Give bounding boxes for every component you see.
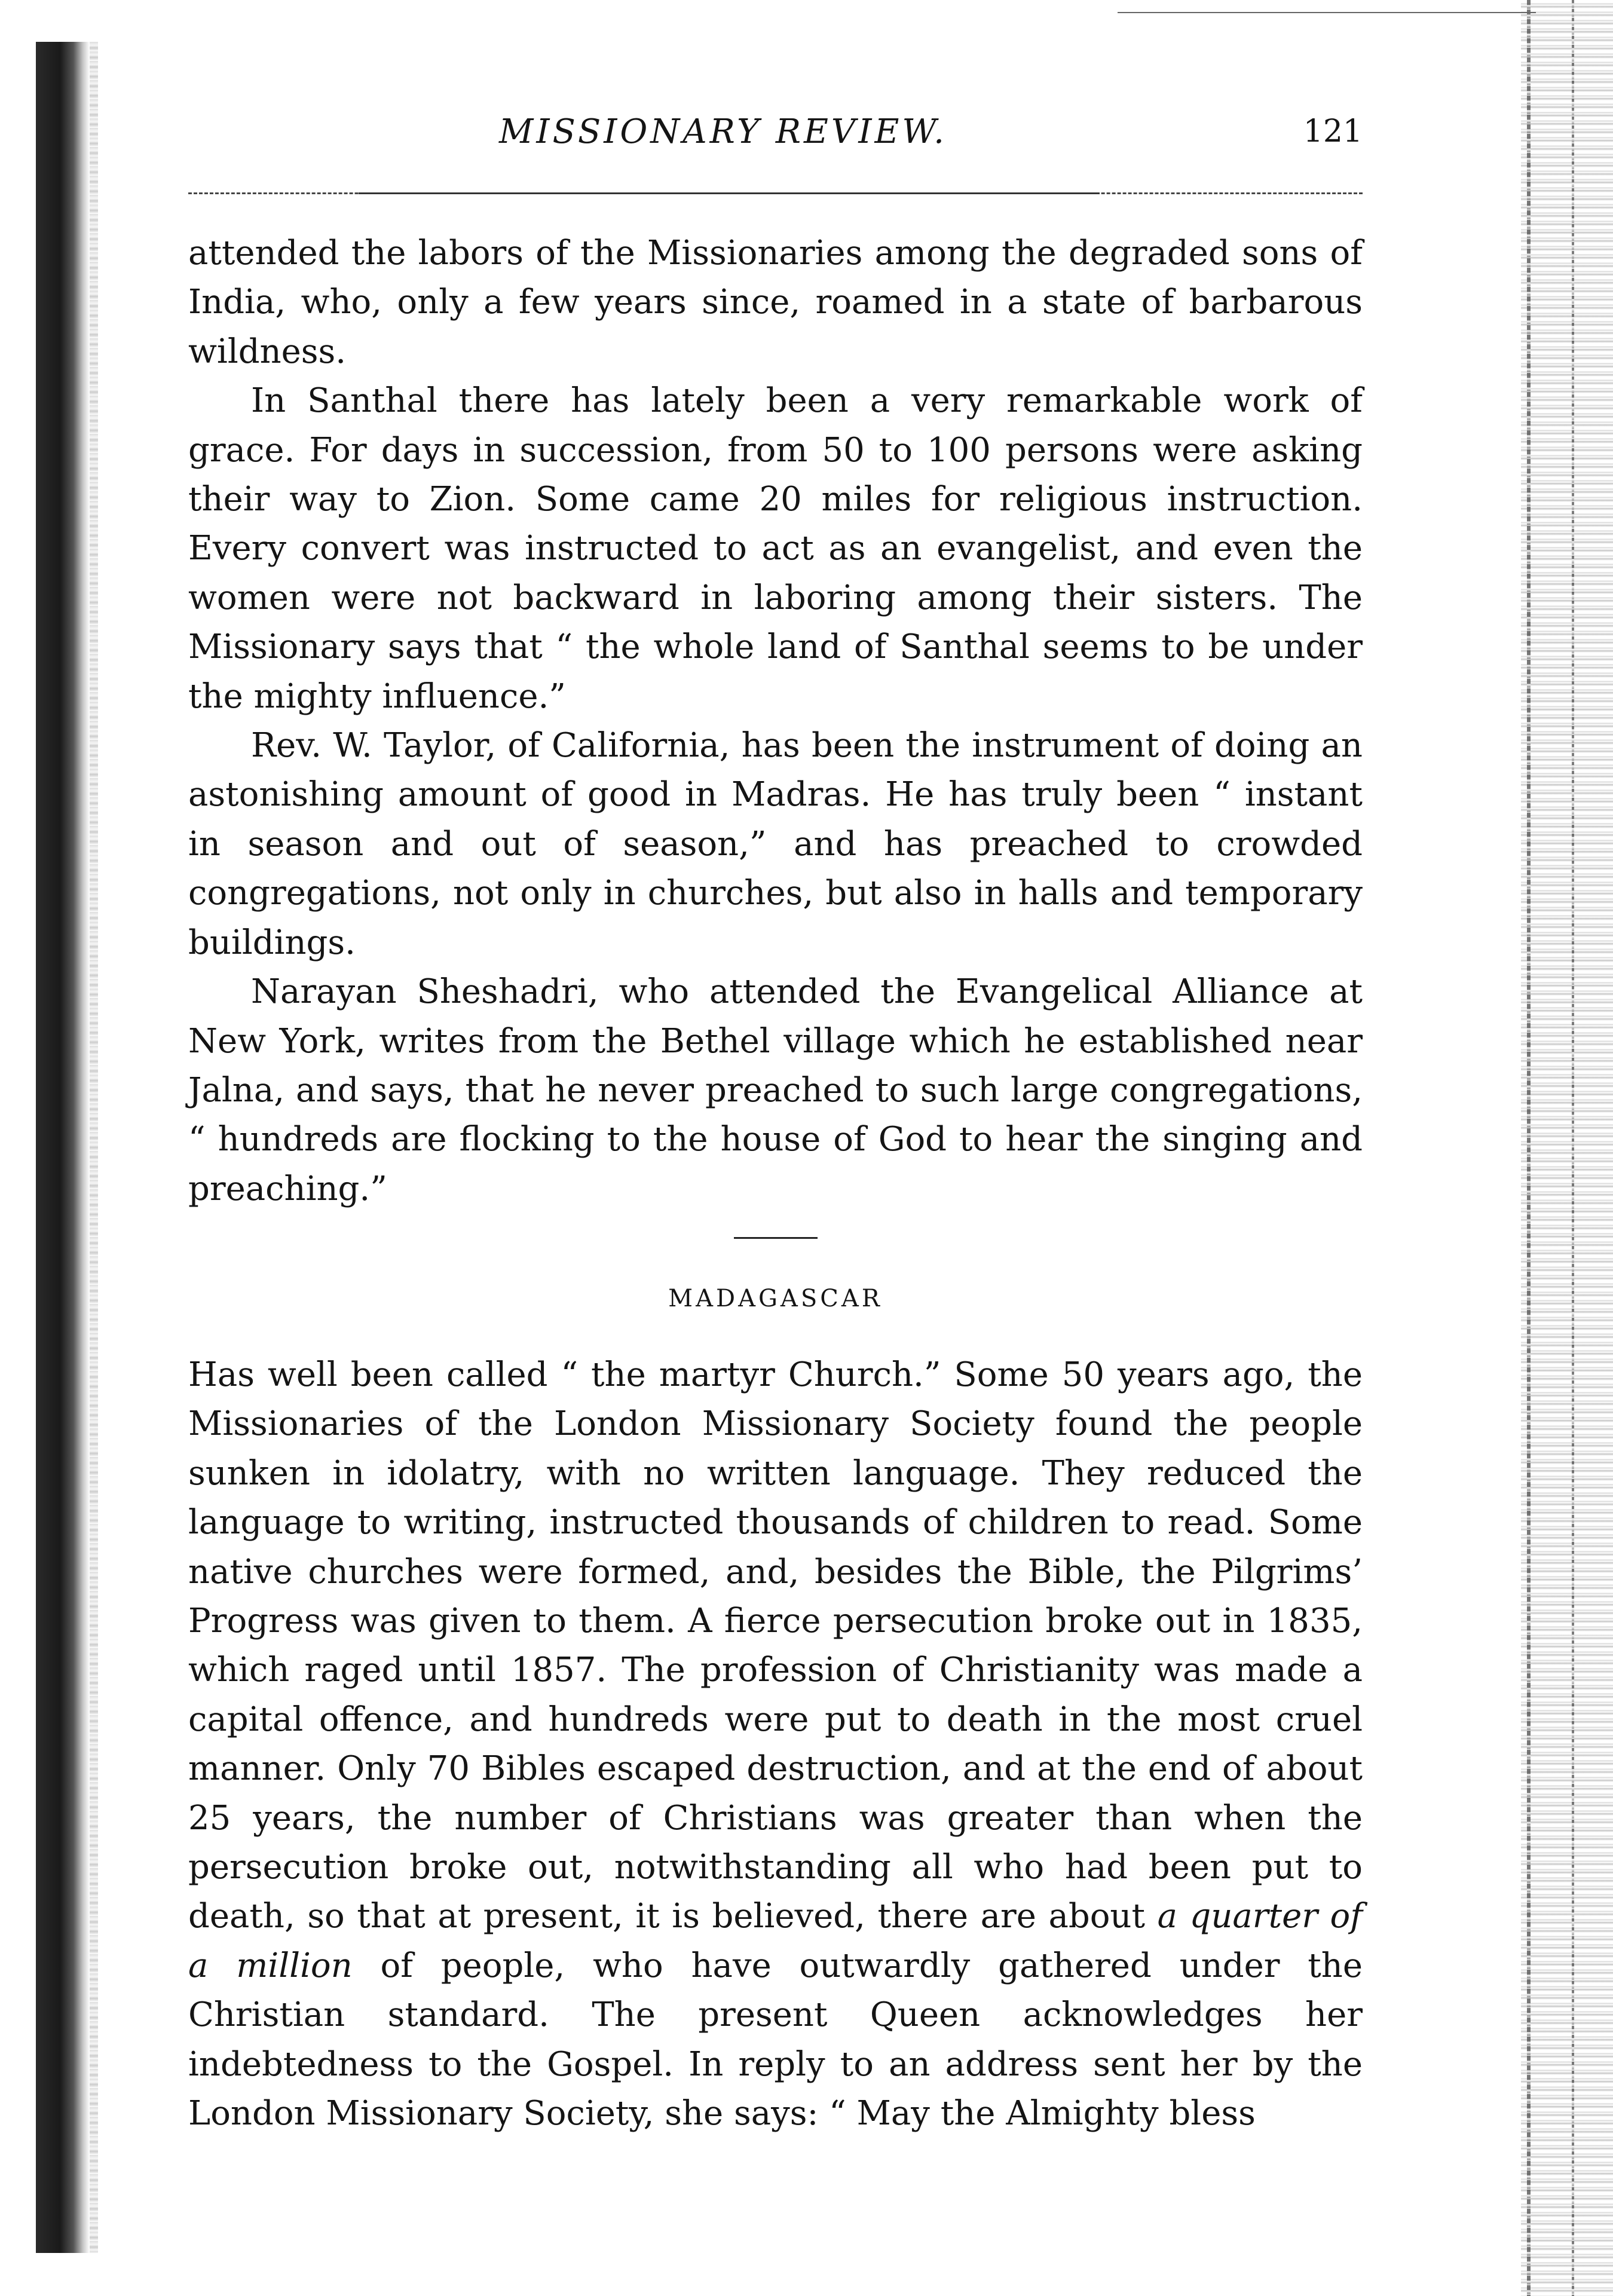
page-edge-texture [1521, 0, 1613, 2296]
paragraph: Narayan Sheshadri, who attended the Evangelical Alliance at New York, writes from the Bethel village which he established near Jalna, and says, that he never preached to such large congregations, “ hundreds are flocking to the house of God to hear the singing and preaching.” [188, 972, 1363, 1208]
header-rule [359, 192, 1100, 194]
running-title: MISSIONARY REVIEW. [499, 112, 947, 151]
body-text-india [188, 229, 1363, 1214]
paragraph: attended the labors of the Missionaries among the degraded sons of India, who, only a few years since, roamed in a state of barbarous wildness. [188, 234, 1363, 371]
paragraph: In Santhal there has lately been a very remarkable work of grace. For days in succession, from 50 to 100 persons were asking their way to Zion. Some came 20 miles for religious instruction. Every convert was instructed to act as an evangelist, and even the women were not backward in laboring among their sisters. The Missionary says that “ the whole land of Santhal seems to be under the mighty influence.” [188, 381, 1363, 716]
paragraph [188, 1351, 1363, 2139]
emphasis-text: a quarter of a million [188, 1897, 1363, 1985]
running-head [188, 112, 1363, 160]
paragraph-text: of people, who have outwardly gathered under the Christian standard. The present Queen acknowledges her indebtedness to the Gospel. In reply to an address sent her by the London Missionary Society, she says: “ May the Almighty bless [188, 1946, 1363, 2133]
section-divider [734, 1237, 818, 1239]
page-number: 121 [1303, 114, 1363, 149]
page-edge-line-outer [1572, 0, 1574, 2296]
section-heading: MADAGASCAR [668, 1285, 883, 1312]
scan-artifact-line [1118, 12, 1536, 13]
binding-shadow [36, 42, 90, 2253]
page-edge-line [1527, 0, 1531, 2296]
paragraph-text: Has well been called “ the martyr Church.” Some 50 years ago, the Missionaries of the London Missionary Society found the people sunken in idolatry, with no written language. They reduced the language to writing, instructed thousands of children to read. Some native churches were formed, and, besides the Bible, the Pilgrims’ Progress was given to them. A fierce persecution broke out in 1835, which raged until 1857. The profession of Christianity was made a capital offence, and hundreds were put to death in the most cruel manner. Only 70 Bibles escaped destruction, and at the end of about 25 years, the number of Christians was greater than when the persecution broke out, notwithstanding all who had been put to death, so that at present, it is believed, there are about [188, 1355, 1363, 1936]
binding-texture [90, 42, 98, 2253]
paragraph: Rev. W. Taylor, of California, has been the instrument of doing an astonishing amount of good in Madras. He has truly been “ instant in season and out of season,” and has preached to crowded congregations, not only in churches, but also in halls and temporary buildings. [188, 726, 1363, 962]
body-text-madagascar [188, 1351, 1363, 2139]
